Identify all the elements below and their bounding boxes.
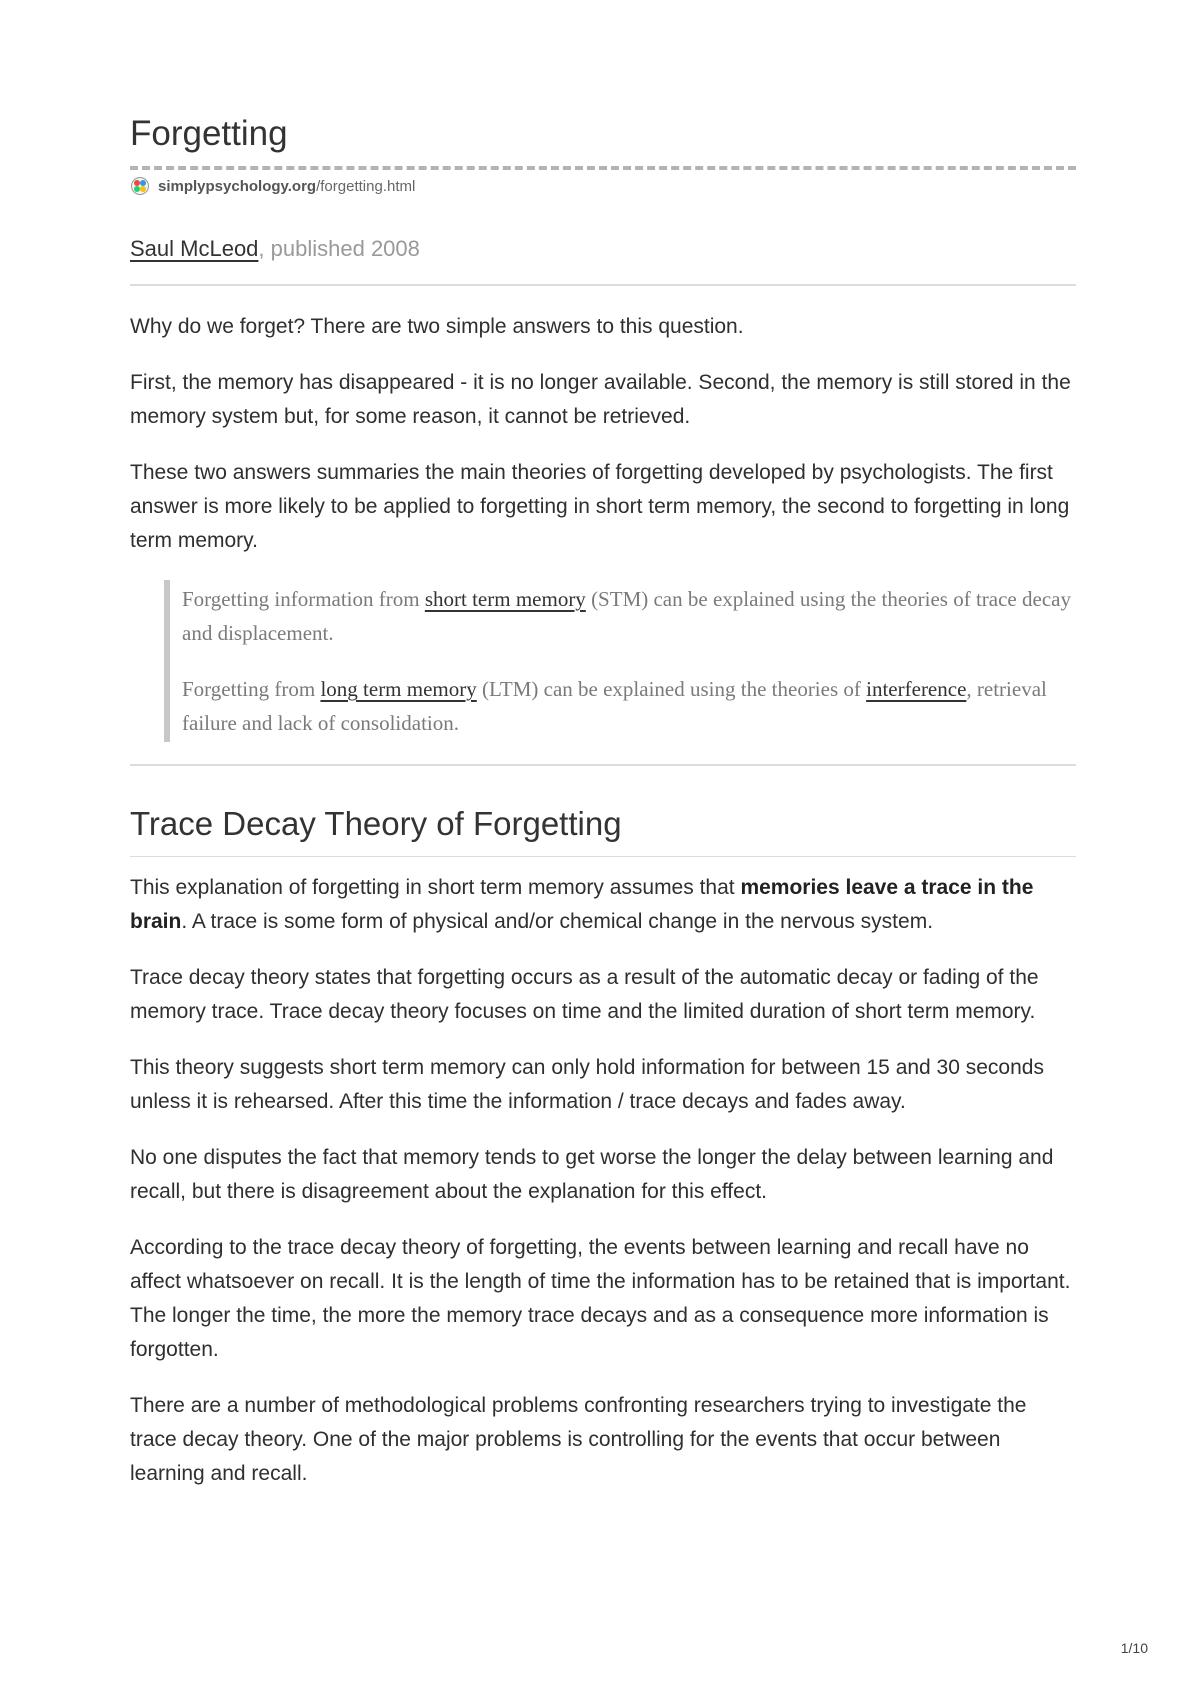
section-paragraph: Trace decay theory states that forgetting occurs as a result of the automatic decay or fading of the memory trace. Trace decay theory focuses on time and the limited duration of short term memory. <box>130 966 1039 1023</box>
quote-text: Forgetting from <box>182 677 321 701</box>
title-divider <box>130 166 1076 170</box>
page-title: Forgetting <box>130 114 288 153</box>
quote-text: , retrieval failure and lack of consolidation. <box>182 677 1047 735</box>
short-term-memory-link[interactable]: short term memory <box>424 587 586 611</box>
section-paragraph: No one disputes the fact that memory tends to get worse the longer the delay between learning and recall, but there is disagreement about the explanation for this effect. <box>130 1146 1054 1203</box>
blockquote <box>164 580 1076 742</box>
author-link[interactable]: Saul McLeod <box>130 236 259 261</box>
intro <box>130 310 1076 558</box>
quote-text: (LTM) can be explained using the theories of <box>476 677 867 701</box>
paragraph-text: This explanation of forgetting in short term memory assumes that <box>130 876 741 899</box>
quote-paragraph-stm <box>182 582 1076 650</box>
byline-divider <box>130 284 1076 286</box>
source-url[interactable] <box>158 178 415 195</box>
source-line <box>130 176 1076 196</box>
source-domain: simplypsychology.org <box>158 177 317 195</box>
quote-paragraph-ltm <box>182 672 1076 740</box>
bold-phrase: memories leave a trace in the brain <box>130 876 1034 933</box>
source-path: /forgetting.html <box>316 177 416 195</box>
section-paragraph: This theory suggests short term memory can only hold information for between 15 and 30 seconds unless it is rehearsed. After this time the information / trace decays and fades away. <box>130 1056 1044 1113</box>
article <box>130 112 1076 1513</box>
paragraph-text: . A trace is some form of physical and/or chemical change in the nervous system. <box>181 910 934 933</box>
interference-link[interactable]: interference <box>866 677 967 701</box>
long-term-memory-link[interactable]: long term memory <box>320 677 477 701</box>
intro-paragraph: These two answers summaries the main theories of forgetting developed by psychologists. The first answer is more likely to be applied to forgetting in short term memory, the second to forgetting in long term memory. <box>130 461 1070 552</box>
site-logo-icon <box>130 176 150 196</box>
heading-underline <box>130 856 1076 857</box>
section-heading: Trace Decay Theory of Forgetting <box>130 805 622 842</box>
byline <box>130 234 1076 264</box>
section-paragraph: There are a number of methodological problems confronting researchers trying to investigate the trace decay theory. One of the major problems is controlling for the events that occur between learning and recall. <box>130 1394 1027 1485</box>
intro-paragraph: First, the memory has disappeared - it is no longer available. Second, the memory is still stored in the memory system but, for some reason, it cannot be retrieved. <box>130 371 1071 428</box>
section-paragraph: According to the trace decay theory of forgetting, the events between learning and recall have no affect whatsoever on recall. It is the length of time the information has to be retained that is important. The longer the time, the more the memory trace decays and as a consequence more information is forgotten. <box>130 1236 1071 1361</box>
intro-paragraph: Why do we forget? There are two simple answers to this question. <box>130 315 744 338</box>
published-date: , published 2008 <box>258 236 420 261</box>
quote-text: (STM) can be explained using the theories of trace decay and displacement. <box>182 587 1071 645</box>
page-number: 1/10 <box>1120 1640 1148 1656</box>
section-paragraph <box>130 871 1076 939</box>
quote-text: Forgetting information from <box>182 587 425 611</box>
section-divider <box>130 764 1076 766</box>
